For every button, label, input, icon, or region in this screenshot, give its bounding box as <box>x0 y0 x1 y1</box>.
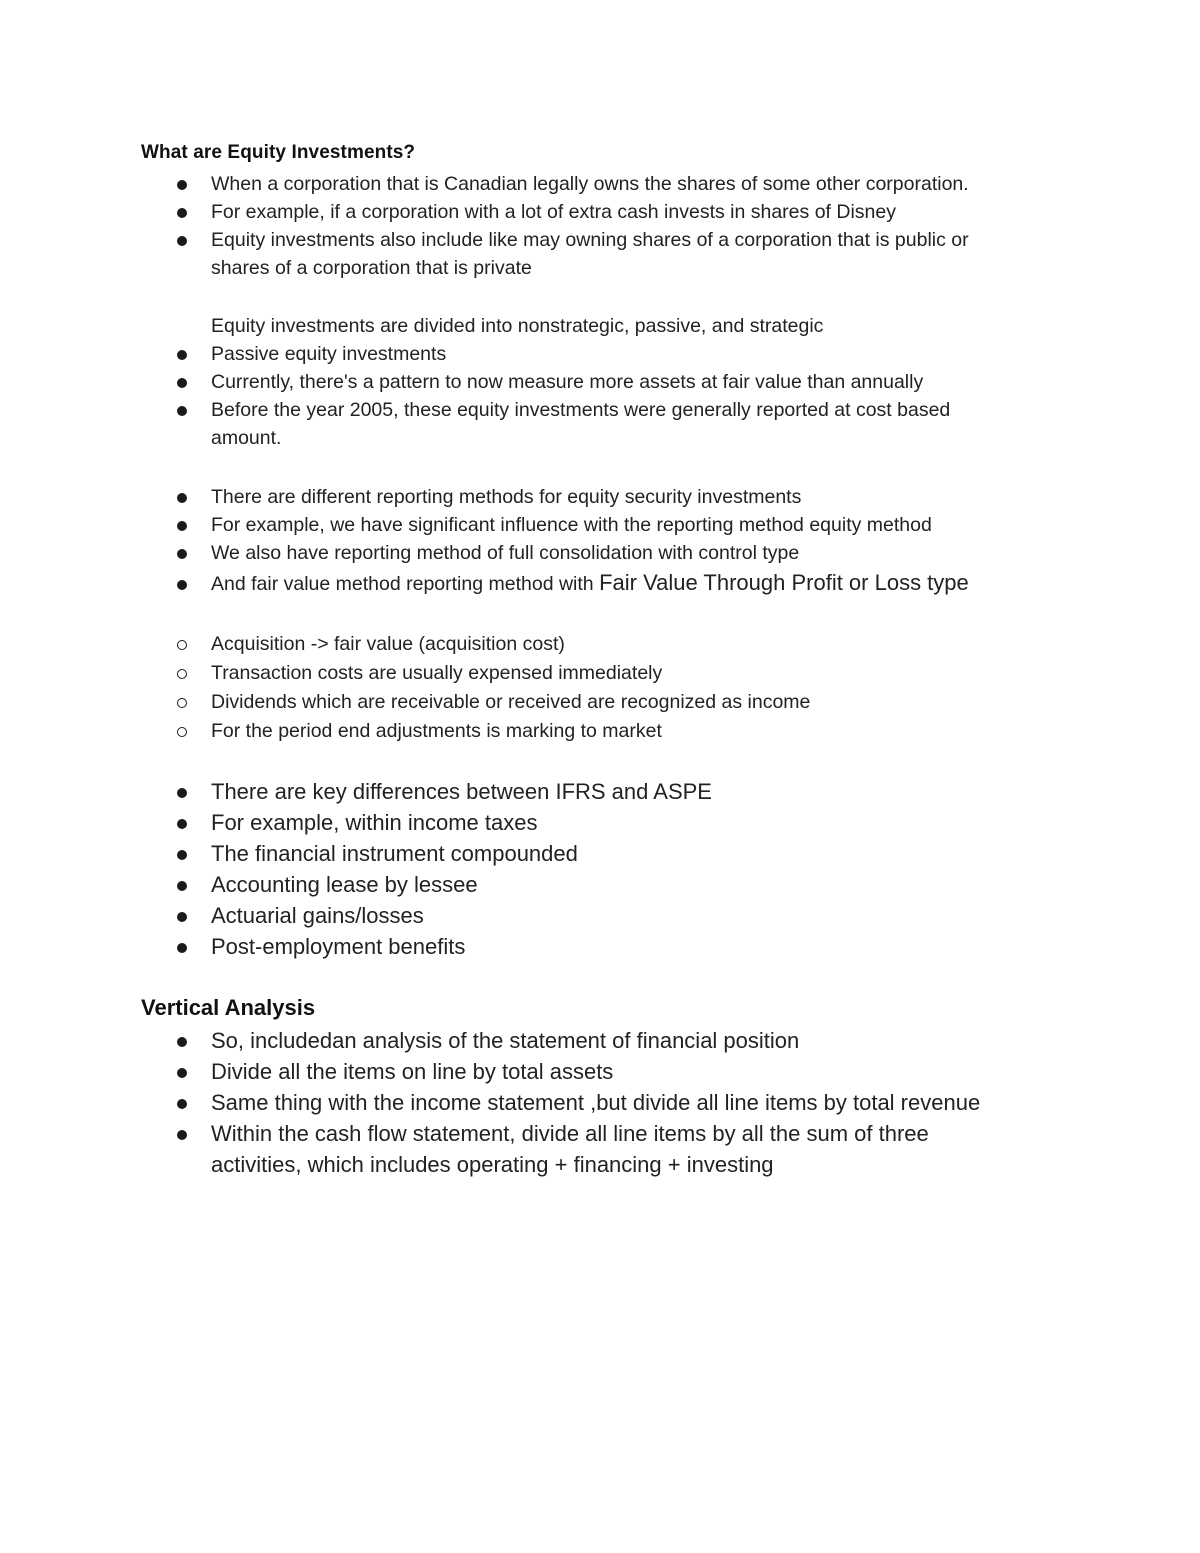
bullet-icon <box>177 236 187 246</box>
fair-value-text: And fair value method reporting method with <box>211 573 600 595</box>
bullet-icon <box>177 1037 187 1047</box>
heading-vertical-analysis: Vertical Analysis <box>141 995 316 1020</box>
bullet-icon <box>177 208 187 218</box>
bullet-icon <box>177 378 187 388</box>
bullet-icon <box>177 819 187 829</box>
bullet-icon <box>177 1130 187 1140</box>
bullet-icon <box>177 943 187 953</box>
bullet-icon <box>177 549 187 559</box>
hollow-bullet-icon <box>177 640 187 650</box>
heading-equity-investments: What are Equity Investments? <box>141 142 416 163</box>
document-page: What are Equity Investments? When a corporation that is Canadian legally owns the shares of some other corporation. For example, if a corporation with a lot of extra cash invests in shares of Disney Equity investments also include like may owning shares of a corporation that is public or shares of a corporation that is private Equity investments are divided into nonstrategic, passive, and strategic Passive equity investments Currently, there's a pattern to now measure more assets at fair value than annually Before the year 2005, these equity investments were generally reported at cost based amount. There are different reporting methods for equity security investments For example, we have significant influence with the reporting method equity method We also have reporting method of full consolidation with control type And fair value method reporting method with Fair Value Through Profit or Loss type Acquisition -> fair value (acquisition cost) Transaction costs are usually expensed immediately Dividends which are receivable or received are recognized as income For the period end adjustments is marking to market There are key differences between IFRS and ASPE For example, within income taxes The financial instrument compounded Accounting lease by lessee Actuarial gains/losses Post-employment benefits Vertical Analysis So, includedan analysis of the statement of financial position Divide all the items on line by total assets Same thing with the income statement ,but divide all line items by total revenue Within the cash flow statement, divide all line items by all the sum of three activities, which includes operating + financing + investing <box>141 142 981 1177</box>
bullet-icon <box>177 912 187 922</box>
bullet-icon <box>177 521 187 531</box>
intro-line: Equity investments are divided into nonstrategic, passive, and strategic <box>211 315 824 337</box>
hollow-bullet-icon <box>177 669 187 679</box>
bullet-icon <box>177 788 187 798</box>
hollow-bullet-icon <box>177 698 187 708</box>
bullet-icon <box>177 850 187 860</box>
fvtpl-text: Fair Value Through Profit or Loss type <box>599 570 969 595</box>
bullet-icon <box>177 493 187 503</box>
bullet-icon <box>177 1068 187 1078</box>
bullet-icon <box>177 406 187 416</box>
bullet-icon <box>177 180 187 190</box>
hollow-bullet-icon <box>177 727 187 737</box>
bullet-icon <box>177 350 187 360</box>
bullet-icon <box>177 580 187 590</box>
bullet-icon <box>177 1099 187 1109</box>
bullet-icon <box>177 881 187 891</box>
